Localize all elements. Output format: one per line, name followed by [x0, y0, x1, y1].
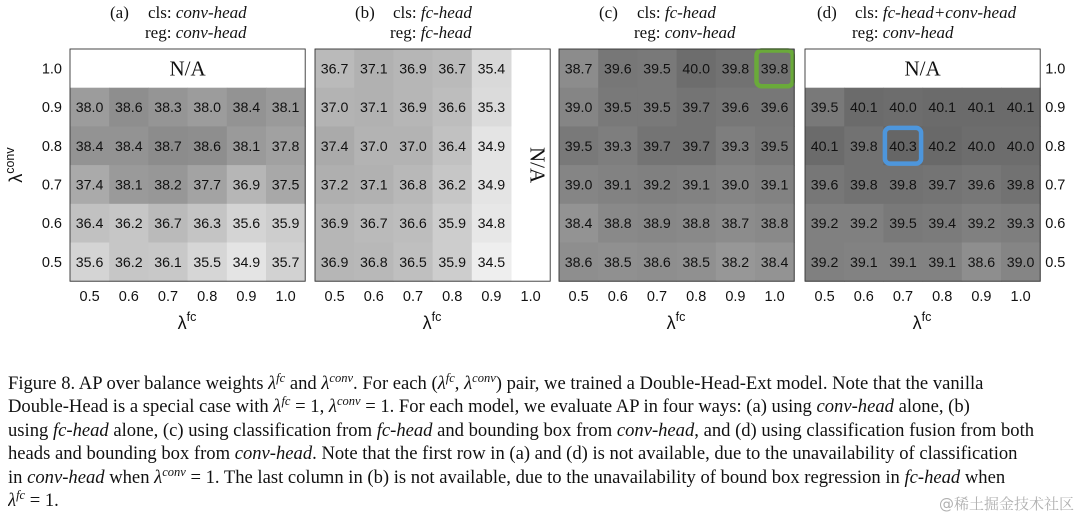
- cell-value: 36.2: [438, 177, 467, 194]
- cell-value: 38.6: [967, 254, 996, 271]
- cell-value: 36.4: [75, 216, 104, 233]
- x-tick-label: 0.5: [79, 289, 100, 306]
- caption-text: = 1.: [25, 489, 59, 511]
- cell-value: 39.1: [603, 177, 632, 194]
- superscript: fc: [445, 372, 455, 385]
- x-tick-label: 0.8: [932, 289, 953, 306]
- cell-value: 39.7: [643, 138, 671, 155]
- cell-value: 36.9: [399, 61, 427, 78]
- cell-value: 40.1: [967, 100, 996, 117]
- cell-value: 37.4: [75, 177, 104, 194]
- cell-value: 38.7: [564, 61, 593, 78]
- caption-line-1: Figure 8. AP over balance weights $\lambda^{fc}$ and $\lambda^{conv}$. For each ($\lambda^{fc}$, $\lambda^{conv}$) pair, we trained a Double-Head-Ext model. Note that the vanilla: [8, 372, 984, 394]
- x-tick-label: 0.8: [686, 289, 707, 306]
- x-tick-label: 0.8: [197, 289, 218, 306]
- lambda-symbol: λ: [328, 396, 337, 418]
- panel-cls-label: [393, 3, 472, 22]
- y-tick-label-right: 0.6: [1045, 216, 1066, 233]
- cell-value: 36.7: [438, 61, 467, 78]
- cell-value: 38.5: [682, 254, 711, 271]
- cell-value: 36.1: [154, 254, 182, 271]
- lambda-symbol: λ: [321, 373, 330, 394]
- cell-value: 39.6: [810, 177, 839, 194]
- cell-value: 40.1: [849, 100, 878, 117]
- cell-value: 38.2: [154, 177, 182, 194]
- reg-value: fc-head: [420, 23, 472, 42]
- x-axis-label-base: λ: [422, 313, 432, 334]
- watermark: @稀土掘金技术社区: [938, 495, 1074, 513]
- figure-caption: [8, 372, 1080, 512]
- caption-text: ) pair, we trained a Double-Head-Ext model. Note that the vanilla: [495, 373, 984, 394]
- cell-value: 35.9: [438, 254, 467, 271]
- cell-value: 39.8: [849, 177, 878, 194]
- reg-label: reg:: [634, 23, 665, 42]
- cell-value: 39.3: [1006, 216, 1035, 233]
- caption-emphasis: conv-head: [816, 396, 894, 418]
- x-axis-label: [667, 310, 686, 333]
- cell-value: 39.3: [721, 138, 750, 155]
- cell-value: 37.0: [359, 138, 388, 155]
- lambda-symbol: λ: [437, 373, 446, 394]
- x-tick-label: 1.0: [1010, 289, 1031, 306]
- cell-value: 38.7: [721, 216, 750, 233]
- cell-value: 35.6: [75, 254, 104, 271]
- x-axis-label: [913, 310, 932, 333]
- caption-emphasis: fc-head: [52, 419, 109, 441]
- cell-value: 36.8: [399, 177, 427, 194]
- cell-value: 38.2: [721, 254, 750, 271]
- x-tick-label: 0.6: [607, 289, 628, 306]
- caption-emphasis: conv-head: [234, 443, 313, 465]
- cell-value: 37.8: [271, 138, 300, 155]
- y-tick-label: 0.6: [41, 216, 62, 233]
- cell-value: 38.8: [603, 216, 632, 233]
- x-axis-label-base: λ: [177, 313, 187, 334]
- x-tick-label: 0.6: [363, 289, 384, 306]
- cell-value: 39.5: [643, 61, 671, 78]
- x-axis-label-base: λ: [912, 313, 922, 334]
- x-tick-label: 0.7: [646, 289, 668, 306]
- superscript: conv: [336, 394, 361, 409]
- caption-emphasis: fc-head: [904, 466, 961, 488]
- reg-value: conv-head: [882, 23, 954, 42]
- caption-text: using: [8, 419, 53, 441]
- cell-value: 39.1: [849, 254, 878, 271]
- panel-reg-label: [852, 23, 954, 42]
- cell-value: 38.6: [643, 254, 671, 271]
- x-tick-label: 0.9: [725, 289, 746, 306]
- cell-value: 38.6: [193, 138, 222, 155]
- cls-value: fc-head: [664, 3, 716, 22]
- cell-value: 38.4: [114, 138, 143, 155]
- cell-value: 40.0: [1006, 138, 1035, 155]
- x-tick-label: 0.8: [442, 289, 463, 306]
- cell-value: 37.1: [359, 100, 388, 117]
- cell-value: 39.4: [928, 216, 957, 233]
- cell-value: 36.5: [399, 254, 427, 271]
- cell-value: 39.1: [682, 177, 711, 194]
- lambda-symbol: λ: [464, 373, 473, 394]
- cell-value: 37.0: [320, 100, 349, 117]
- cell-value: 39.8: [1006, 177, 1035, 194]
- cell-value: 39.5: [643, 100, 671, 117]
- cell-value: 38.8: [760, 216, 789, 233]
- x-tick-label: 0.7: [402, 289, 424, 306]
- panel-reg-label: [634, 23, 736, 42]
- x-tick-label: 0.9: [481, 289, 502, 306]
- cell-value: 35.4: [477, 61, 506, 78]
- y-axis-label-base: λ: [6, 173, 26, 183]
- cell-value: 39.5: [603, 100, 632, 117]
- caption-emphasis: conv-head: [27, 466, 105, 488]
- x-axis-label: [423, 310, 442, 333]
- caption-line-4: [8, 442, 1080, 465]
- caption-text: in: [8, 466, 28, 488]
- cell-value: 39.1: [889, 254, 917, 271]
- cls-label: cls:: [855, 3, 883, 22]
- panel-reg-label: [145, 23, 247, 42]
- panel-reg-label: [390, 23, 472, 42]
- cell-value: 39.7: [682, 100, 711, 117]
- lambda-symbol: λ: [268, 373, 277, 394]
- cell-value: 40.0: [682, 61, 711, 78]
- cell-value: 34.9: [477, 177, 506, 194]
- cell-value: 39.1: [928, 254, 957, 271]
- cell-value: 36.6: [438, 100, 467, 117]
- cell-value: 38.4: [232, 100, 261, 117]
- caption-line-3: [8, 419, 1080, 442]
- cell-value: 36.3: [193, 216, 222, 233]
- x-axis-label-sup: fc: [921, 310, 932, 325]
- cls-value: conv-head: [175, 3, 247, 22]
- cell-value: 39.2: [810, 254, 839, 271]
- y-tick-label-right: 1.0: [1045, 61, 1066, 78]
- reg-label: reg:: [145, 23, 176, 42]
- cell-value: 38.4: [564, 216, 593, 233]
- cell-value: 36.7: [154, 216, 182, 233]
- x-tick-label: 0.7: [892, 289, 914, 306]
- y-tick-label-right: 0.5: [1045, 254, 1066, 271]
- caption-text: Figure 8. AP over balance weights: [8, 373, 269, 394]
- cell-value: 38.4: [760, 254, 789, 271]
- cell-value: 38.5: [603, 254, 632, 271]
- x-axis-label-sup: fc: [186, 310, 197, 325]
- cell-value: 36.8: [359, 254, 388, 271]
- caption-text: when: [104, 466, 155, 488]
- reg-value: conv-head: [175, 23, 247, 42]
- cell-value: 35.9: [438, 216, 467, 233]
- reg-label: reg:: [390, 23, 421, 42]
- x-tick-label: 0.5: [324, 289, 345, 306]
- cell-value: 39.0: [564, 100, 593, 117]
- y-tick-label-right: 0.8: [1045, 138, 1066, 155]
- cell-value: 38.6: [564, 254, 593, 271]
- cell-value: 36.9: [320, 216, 349, 233]
- caption-text: = 1. The last column in (b) is not available, due to the unavailability of bound box regression in: [185, 466, 905, 488]
- x-tick-label: 0.5: [814, 289, 835, 306]
- cell-value: 36.7: [320, 61, 349, 78]
- y-tick-label: 0.8: [41, 138, 62, 155]
- x-tick-label: 1.0: [520, 289, 541, 306]
- cell-value: 37.1: [359, 177, 388, 194]
- superscript: conv: [472, 372, 496, 385]
- cell-value: 39.0: [721, 177, 750, 194]
- y-tick-label: 0.5: [41, 254, 62, 271]
- superscript: fc: [276, 372, 286, 385]
- cell-value: 40.1: [928, 100, 957, 117]
- x-axis-label-sup: fc: [675, 310, 686, 325]
- na-label: N/A: [525, 147, 550, 184]
- superscript: conv: [162, 464, 186, 479]
- cell-value: 35.6: [232, 216, 261, 233]
- cell-value: 34.9: [232, 254, 261, 271]
- cell-value: 40.3: [889, 138, 917, 155]
- cell-value: 39.6: [760, 100, 789, 117]
- caption-text: heads and bounding box from: [8, 443, 235, 465]
- cell-value: 39.0: [1006, 254, 1035, 271]
- cell-value: 36.9: [320, 254, 349, 271]
- cell-value: 37.2: [320, 177, 349, 194]
- x-tick-label: 0.6: [853, 289, 874, 306]
- lambda-symbol: λ: [273, 396, 282, 418]
- x-tick-label: 0.6: [118, 289, 139, 306]
- na-label: N/A: [904, 56, 941, 81]
- cell-value: 39.5: [889, 216, 917, 233]
- y-tick-label-right: 0.9: [1045, 100, 1066, 117]
- cell-value: 38.6: [114, 100, 143, 117]
- lambda-symbol: λ: [154, 466, 163, 488]
- cell-value: 38.1: [114, 177, 143, 194]
- caption-line-6: [8, 489, 1080, 512]
- cell-value: 39.7: [928, 177, 957, 194]
- cell-value: 39.8: [760, 61, 789, 78]
- y-tick-label-right: 0.7: [1045, 177, 1066, 194]
- cell-value: 35.7: [271, 254, 300, 271]
- superscript: fc: [16, 487, 26, 502]
- y-tick-label: 1.0: [41, 61, 62, 78]
- x-tick-label: 1.0: [275, 289, 296, 306]
- caption-text: = 1,: [290, 396, 329, 418]
- cell-value: 39.6: [721, 100, 750, 117]
- caption-emphasis: fc-head: [376, 419, 433, 441]
- cell-value: 39.3: [603, 138, 632, 155]
- cell-value: 36.6: [399, 216, 427, 233]
- caption-text: , and (d) using classification fusion from both: [694, 419, 1035, 441]
- panel-cls-label: [148, 3, 247, 22]
- cell-value: 39.2: [967, 216, 996, 233]
- x-tick-label: 0.7: [157, 289, 179, 306]
- cell-value: 39.7: [682, 138, 711, 155]
- cell-value: 37.1: [359, 61, 388, 78]
- cell-value: 37.7: [193, 177, 222, 194]
- caption-text: alone, (b): [893, 396, 970, 418]
- y-tick-label: 0.7: [41, 177, 62, 194]
- cell-value: 39.5: [760, 138, 789, 155]
- superscript: fc: [281, 394, 291, 409]
- cell-value: 39.2: [810, 216, 839, 233]
- panel-letter: (c): [599, 3, 618, 22]
- caption-emphasis: conv-head: [616, 419, 695, 441]
- cell-value: 39.8: [721, 61, 750, 78]
- cell-value: 38.4: [75, 138, 104, 155]
- x-tick-label: 0.9: [971, 289, 992, 306]
- caption-text: when: [960, 466, 1006, 488]
- cell-value: 34.9: [477, 138, 506, 155]
- cell-value: 40.2: [928, 138, 957, 155]
- cls-label: cls:: [148, 3, 176, 22]
- cls-label: cls:: [637, 3, 665, 22]
- cell-value: 38.0: [193, 100, 222, 117]
- x-tick-label: 1.0: [764, 289, 785, 306]
- reg-value: conv-head: [664, 23, 736, 42]
- cell-value: 36.9: [232, 177, 261, 194]
- cell-value: 38.0: [75, 100, 104, 117]
- cell-value: 40.0: [889, 100, 917, 117]
- na-label: N/A: [169, 56, 206, 81]
- cell-value: 39.8: [849, 138, 878, 155]
- y-axis-label-sup: conv: [3, 147, 17, 174]
- cell-value: 37.5: [271, 177, 300, 194]
- x-tick-label: 0.5: [568, 289, 589, 306]
- cell-value: 35.9: [271, 216, 300, 233]
- y-axis-label: [3, 147, 26, 183]
- panel-letter: (b): [355, 3, 375, 22]
- cell-value: 36.2: [114, 254, 143, 271]
- cell-value: 34.5: [477, 254, 506, 271]
- cell-value: 39.2: [849, 216, 878, 233]
- cell-value: 39.6: [603, 61, 632, 78]
- cell-value: 40.1: [1006, 100, 1035, 117]
- cell-value: 39.8: [889, 177, 917, 194]
- cell-value: 36.7: [359, 216, 388, 233]
- x-tick-label: 0.9: [236, 289, 257, 306]
- cell-value: 39.2: [643, 177, 671, 194]
- caption-text: and bounding box from: [432, 419, 617, 441]
- cell-value: 36.2: [114, 216, 143, 233]
- panel-letter: (a): [110, 3, 129, 22]
- cell-value: 38.3: [154, 100, 182, 117]
- cell-value: 35.5: [193, 254, 222, 271]
- cell-value: 38.9: [643, 216, 671, 233]
- cell-value: 39.6: [967, 177, 996, 194]
- caption-text: and: [285, 373, 322, 394]
- cell-value: 39.1: [760, 177, 789, 194]
- cell-value: 40.0: [967, 138, 996, 155]
- panel-letter: (d): [817, 3, 837, 22]
- lambda-symbol: λ: [8, 489, 17, 511]
- cell-value: 38.7: [154, 138, 182, 155]
- cell-value: 39.5: [564, 138, 593, 155]
- panel-cls-label: [855, 3, 1017, 22]
- cell-value: 40.1: [810, 138, 839, 155]
- cell-value: 39.5: [810, 100, 839, 117]
- cls-label: cls:: [393, 3, 421, 22]
- cell-value: 38.1: [232, 138, 261, 155]
- caption-line-5: [8, 466, 1080, 489]
- cell-value: 34.8: [477, 216, 506, 233]
- caption-text: = 1. For each model, we evaluate AP in four ways: (a) using: [360, 396, 817, 418]
- cell-value: 37.4: [320, 138, 349, 155]
- cell-value: 38.8: [682, 216, 711, 233]
- caption-line-2: [8, 395, 1080, 418]
- panel-cls-label: [637, 3, 716, 22]
- caption-text: . For each (: [353, 373, 438, 394]
- cell-value: 37.0: [399, 138, 427, 155]
- superscript: conv: [329, 372, 354, 385]
- cell-value: 39.0: [564, 177, 593, 194]
- cls-value: fc-head: [420, 3, 472, 22]
- cls-value: fc-head+conv-head: [882, 3, 1017, 22]
- cell-value: 38.1: [271, 100, 300, 117]
- reg-label: reg:: [852, 23, 883, 42]
- caption-text: . Note that the first row in (a) and (d) is not available, due to the unavailability of classification: [312, 443, 1018, 465]
- cell-value: 35.3: [477, 100, 506, 117]
- cell-value: 36.4: [438, 138, 467, 155]
- cell-value: 36.9: [399, 100, 427, 117]
- x-axis-label: [178, 310, 197, 333]
- x-axis-label-sup: fc: [431, 310, 442, 325]
- y-tick-label: 0.9: [41, 100, 62, 117]
- x-axis-label-base: λ: [666, 313, 676, 334]
- caption-text: Double-Head is a special case with: [8, 396, 274, 418]
- caption-text: alone, (c) using classification from: [108, 419, 377, 441]
